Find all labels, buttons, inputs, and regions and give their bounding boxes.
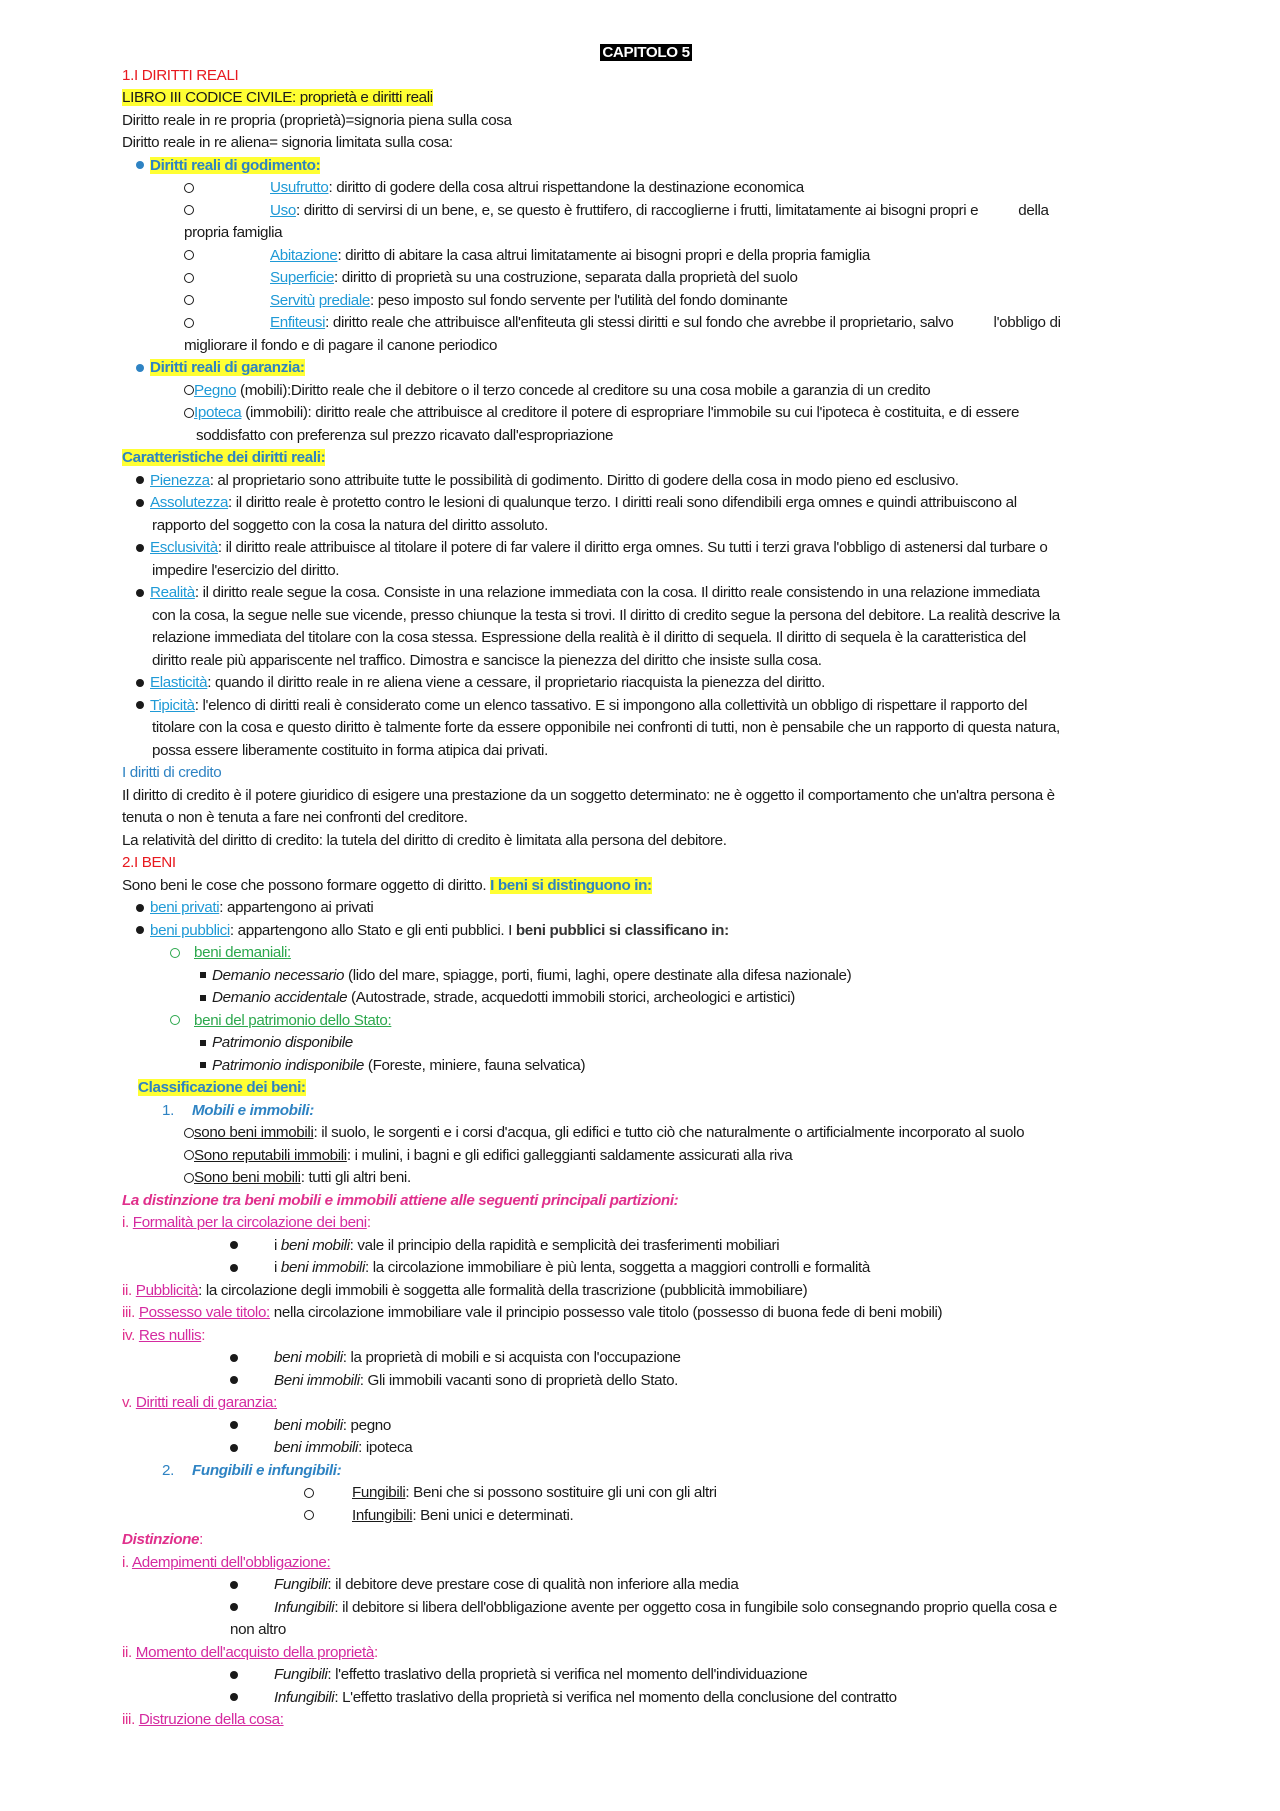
- text-line: rapporto del soggetto con la cosa la natura del diritto assoluto.: [152, 516, 549, 534]
- bullet-icon: [230, 1603, 238, 1611]
- bullet-icon: [136, 589, 144, 597]
- subheading-garanzia: Diritti reali di garanzia:: [150, 359, 305, 376]
- link-tipicita[interactable]: Tipicità: [150, 696, 195, 714]
- link-ipoteca[interactable]: Ipoteca: [194, 404, 242, 421]
- distinzione-heading: La distinzione tra beni mobili e immobili attiene alle seguenti principali partizioni:: [122, 1191, 679, 1209]
- bullet-icon: [136, 364, 144, 372]
- text-line: Diritto reale in re propria (proprietà)=signoria piena sulla cosa: [122, 111, 512, 129]
- list-item: i beni immobili: la circolazione immobiliare è più lenta, soggetta a maggiori controlli e formalità: [122, 1257, 1170, 1280]
- link-elasticita[interactable]: Elasticità: [150, 674, 208, 691]
- text-line: tenuta o non è tenuta a fare nei confronti del creditore.: [122, 809, 468, 826]
- roman-item: iii. Possesso vale titolo: nella circolazione immobiliare vale il principio possesso vale titolo (possesso di buona fede di beni mobili): [122, 1304, 943, 1321]
- subheading-diritti-credito: I diritti di credito: [122, 764, 222, 781]
- list-item: Patrimonio indisponibile (Foreste, miniere, fauna selvatica): [122, 1055, 1170, 1078]
- list-item: Abitazione: diritto di abitare la casa altrui limitatamente ai bisogni propri e della propria famiglia: [122, 245, 1170, 268]
- list-item: beni demaniali:: [122, 942, 1170, 965]
- list-item: [122, 155, 1170, 178]
- bullet-icon: [230, 1354, 238, 1362]
- chapter-title: CAPITOLO 5: [602, 44, 690, 61]
- circle-bullet-icon: [184, 250, 194, 260]
- bullet-icon: [136, 679, 144, 687]
- roman-item: i. Adempimenti dell'obbligazione:: [122, 1553, 331, 1571]
- bullet-icon: [230, 1421, 238, 1429]
- list-item: Esclusività: il diritto reale attribuisce al titolare il potere di far valere il diritto erga omnes. Su tutti i terzi grava l'obbligo di astenersi dal turbare o: [122, 537, 1170, 560]
- square-bullet-icon: [200, 972, 206, 978]
- text-line: titolare con la cosa e questo diritto è talmente forte da essere opponibile nei confronti di tutti, non è pensabile che un rapporto di questa natura,: [152, 719, 1060, 736]
- list-item: Tipicità: l'elenco di diritti reali è considerato come un elenco tassativo. E si impongono alla collettività un obbligo di rispettare il rapporto del: [122, 695, 1170, 718]
- bullet-icon: [136, 904, 144, 912]
- text-line: migliorare il fondo e di pagare il canone periodico: [184, 336, 498, 354]
- list-item: Ipoteca (immobili): diritto reale che attribuisce al creditore il potere di espropriare l'immobile su cui l'ipoteca è costituita, e di essere: [122, 402, 1170, 425]
- roman-item: ii. Pubblicità: la circolazione degli immobili è soggetta alle formalità della trascrizione (pubblicità immobiliare): [122, 1281, 808, 1299]
- link-uso[interactable]: Uso: [270, 201, 296, 219]
- list-item: Infungibili: il debitore si libera dell'obbligazione avente per oggetto cosa in fungibile solo consegnando proprio quella cosa e: [122, 1597, 1170, 1620]
- circle-bullet-icon: [184, 1150, 194, 1160]
- list-item: beni privati: appartengono ai privati: [122, 897, 1170, 920]
- list-item: beni pubblici: appartengono allo Stato e gli enti pubblici. I beni pubblici si classificano in:: [122, 920, 1170, 943]
- list-item: Fungibili: l'effetto traslativo della proprietà si verifica nel momento dell'individuazione: [122, 1664, 1170, 1687]
- circle-bullet-icon: [184, 205, 194, 215]
- list-item: [122, 1010, 1170, 1033]
- list-item: Enfiteusi: diritto reale che attribuisce all'enfiteuta gli stessi diritti e sul fondo che avrebbe il proprietario, salvo l'obbligo di: [122, 312, 1170, 335]
- numbered-item: 1. Mobili e immobili:: [162, 1101, 314, 1119]
- circle-bullet-icon: [184, 408, 194, 418]
- highlight-distinguono: I beni si distinguono in:: [490, 876, 652, 894]
- circle-bullet-icon: [184, 318, 194, 328]
- document-page: [122, 42, 1170, 1732]
- text-line: non altro: [230, 1621, 286, 1638]
- list-item: Sono reputabili immobili: i mulini, i bagni e gli edifici galleggianti saldamente assicurati alla riva: [122, 1145, 1170, 1168]
- link-realita[interactable]: Realità: [150, 584, 195, 601]
- circle-bullet-icon: [184, 295, 194, 305]
- link-beni-privati[interactable]: beni privati: [150, 899, 220, 916]
- bullet-icon: [136, 499, 144, 507]
- bullet-icon: [230, 1241, 238, 1249]
- roman-item: iv. Res nullis:: [122, 1326, 206, 1344]
- link-esclusivita[interactable]: Esclusività: [150, 539, 218, 556]
- list-item: Beni immobili: Gli immobili vacanti sono di proprietà dello Stato.: [122, 1370, 1170, 1393]
- bullet-icon: [136, 544, 144, 552]
- list-item: Infungibili: L'effetto traslativo della proprietà si verifica nel momento della conclusione del contratto: [122, 1687, 1170, 1710]
- link-beni-pubblici[interactable]: beni pubblici: [150, 921, 230, 939]
- circle-bullet-icon: [184, 1128, 194, 1138]
- list-item: Elasticità: quando il diritto reale in re aliena viene a cessare, il proprietario riacquista la pienezza del diritto.: [122, 672, 1170, 695]
- circle-bullet-icon: [170, 948, 180, 958]
- list-item: beni immobili: ipoteca: [122, 1437, 1170, 1460]
- bullet-icon: [136, 701, 144, 709]
- text-line: Diritto reale in re aliena= signoria limitata sulla cosa:: [122, 134, 453, 151]
- text-line: soddisfatto con preferenza sul prezzo ricavato dall'espropriazione: [196, 426, 614, 444]
- link-abitazione[interactable]: Abitazione: [270, 246, 338, 264]
- text-line: Il diritto di credito è il potere giuridico di esigere una prestazione da un soggetto determinato: ne è oggetto il comportamento che un'altra persona è: [122, 786, 1055, 804]
- link-usufrutto[interactable]: Usufrutto: [270, 179, 329, 196]
- list-item: Demanio accidentale (Autostrade, strade, acquedotti immobili storici, archeologici e artistici): [122, 987, 1170, 1010]
- list-item: Fungibili: il debitore deve prestare cose di qualità non inferiore alla media: [122, 1574, 1170, 1597]
- text-line: possa essere liberamente costituito in forma atipica dai privati.: [152, 741, 548, 759]
- roman-item: v. Diritti reali di garanzia:: [122, 1394, 278, 1411]
- list-item: beni mobili: la proprietà di mobili e si acquista con l'occupazione: [122, 1347, 1170, 1370]
- list-item: [122, 357, 1170, 380]
- bullet-icon: [136, 476, 144, 484]
- link-beni-patrimonio[interactable]: beni del patrimonio dello Stato:: [194, 1011, 392, 1029]
- list-item: sono beni immobili: il suolo, le sorgenti e i corsi d'acqua, gli edifici e tutto ciò che naturalmente o artificialmente incorporato al suolo: [122, 1122, 1170, 1145]
- text-line: Sono beni le cose che possono formare oggetto di diritto. I beni si distinguono in:: [122, 876, 652, 894]
- subheading-classificazione: Classificazione dei beni:: [138, 1079, 306, 1096]
- section-heading-diritti-reali: 1.I DIRITTI REALI: [122, 66, 239, 84]
- link-servitu[interactable]: Servitù: [270, 291, 315, 309]
- list-item: Assolutezza: il diritto reale è protetto contro le lesioni di qualunque terzo. I diritti reali sono difendibili erga omnes e quindi attribuiscono al: [122, 492, 1170, 515]
- list-item: Realità: il diritto reale segue la cosa. Consiste in una relazione immediata con la cosa. Il diritto reale consistendo in una relazione immediata: [122, 582, 1170, 605]
- circle-bullet-icon: [184, 385, 194, 395]
- circle-bullet-icon: [184, 273, 194, 283]
- text-line: con la cosa, la segue nelle sue vicende, presso chiunque la testa si trovi. Il diritto di credito segue la persona del debitore. La realità descrive la: [152, 606, 1060, 624]
- list-item: Demanio necessario (lido del mare, spiagge, porti, fiumi, laghi, opere destinate alla difesa nazionale): [122, 965, 1170, 988]
- square-bullet-icon: [200, 1062, 206, 1068]
- roman-item: ii. Momento dell'acquisto della proprietà:: [122, 1643, 378, 1661]
- list-item: Infungibili: Beni unici e determinati.: [122, 1505, 1170, 1528]
- circle-bullet-icon: [304, 1488, 314, 1498]
- roman-item: iii. Distruzione della cosa:: [122, 1711, 284, 1728]
- roman-item: i. Formalità per la circolazione dei beni:: [122, 1214, 371, 1231]
- circle-bullet-icon: [184, 1173, 194, 1183]
- list-item: Uso: diritto di servirsi di un bene, e, se questo è fruttifero, di raccoglierne i frutti, limitatamente ai bisogni propri e della: [122, 200, 1170, 223]
- distinzione-label: Distinzione:: [122, 1531, 204, 1548]
- list-item: Usufrutto: diritto di godere della cosa altrui rispettandone la destinazione economica: [122, 177, 1170, 200]
- link-beni-demaniali[interactable]: beni demaniali: [194, 944, 288, 961]
- circle-bullet-icon: [304, 1510, 314, 1520]
- link-enfiteusi[interactable]: Enfiteusi: [270, 314, 326, 331]
- list-item: Pegno (mobili):Diritto reale che il debitore o il terzo concede al creditore su una cosa mobile a garanzia di un credito: [122, 380, 1170, 403]
- link-superficie[interactable]: Superficie: [270, 269, 335, 286]
- bullet-icon: [230, 1671, 238, 1679]
- link-assolutezza[interactable]: Assolutezza: [150, 494, 229, 511]
- numbered-item: 2. Fungibili e infungibili:: [162, 1461, 342, 1479]
- text-line: propria famiglia: [184, 224, 283, 241]
- libro-heading: LIBRO III CODICE CIVILE: proprietà e diritti reali: [122, 89, 433, 106]
- bullet-icon: [136, 926, 144, 934]
- list-item: Fungibili: Beni che si possono sostituire gli uni con gli altri: [122, 1482, 1170, 1505]
- bullet-icon: [230, 1444, 238, 1452]
- list-item: Superficie: diritto di proprietà su una costruzione, separata dalla proprietà del suolo: [122, 267, 1170, 290]
- square-bullet-icon: [200, 995, 206, 1001]
- circle-bullet-icon: [170, 1015, 180, 1025]
- list-item: i beni mobili: vale il principio della rapidità e semplicità dei trasferimenti mobiliari: [122, 1235, 1170, 1258]
- text-line: diritto reale più appariscente nel traffico. Dimostra e sancisce la pienezza del diritto che insiste sulla cosa.: [152, 651, 822, 669]
- subheading-godimento: Diritti reali di godimento:: [150, 156, 321, 174]
- square-bullet-icon: [200, 1040, 206, 1046]
- section-heading-beni: 2.I BENI: [122, 854, 176, 871]
- link-prediale[interactable]: prediale: [318, 291, 370, 309]
- list-item: beni mobili: pegno: [122, 1415, 1170, 1438]
- bullet-icon: [136, 161, 144, 169]
- link-pienezza[interactable]: Pienezza: [150, 471, 210, 489]
- list-item: Patrimonio disponibile: [122, 1032, 1170, 1055]
- text-line: La relatività del diritto di credito: la tutela del diritto di credito è limitata alla persona del debitore.: [122, 831, 727, 849]
- circle-bullet-icon: [184, 183, 194, 193]
- subheading-caratteristiche: Caratteristiche dei diritti reali:: [122, 449, 326, 466]
- list-item: Servitù prediale: peso imposto sul fondo servente per l'utilità del fondo dominante: [122, 290, 1170, 313]
- list-item: Sono beni mobili: tutti gli altri beni.: [122, 1167, 1170, 1190]
- bullet-icon: [230, 1693, 238, 1701]
- list-item: Pienezza: al proprietario sono attribuite tutte le possibilità di godimento. Diritto di godere della cosa in modo pieno ed esclusivo.: [122, 470, 1170, 493]
- link-pegno[interactable]: Pegno: [194, 381, 237, 399]
- bullet-icon: [230, 1264, 238, 1272]
- text-line: impedire l'esercizio del diritto.: [152, 561, 340, 579]
- text-line: relazione immediata del titolare con la cosa stessa. Espressione della realità è il diritto di sequela. Il diritto di sequela è la caratteristica del: [152, 629, 1026, 646]
- bullet-icon: [230, 1581, 238, 1589]
- bullet-icon: [230, 1376, 238, 1384]
